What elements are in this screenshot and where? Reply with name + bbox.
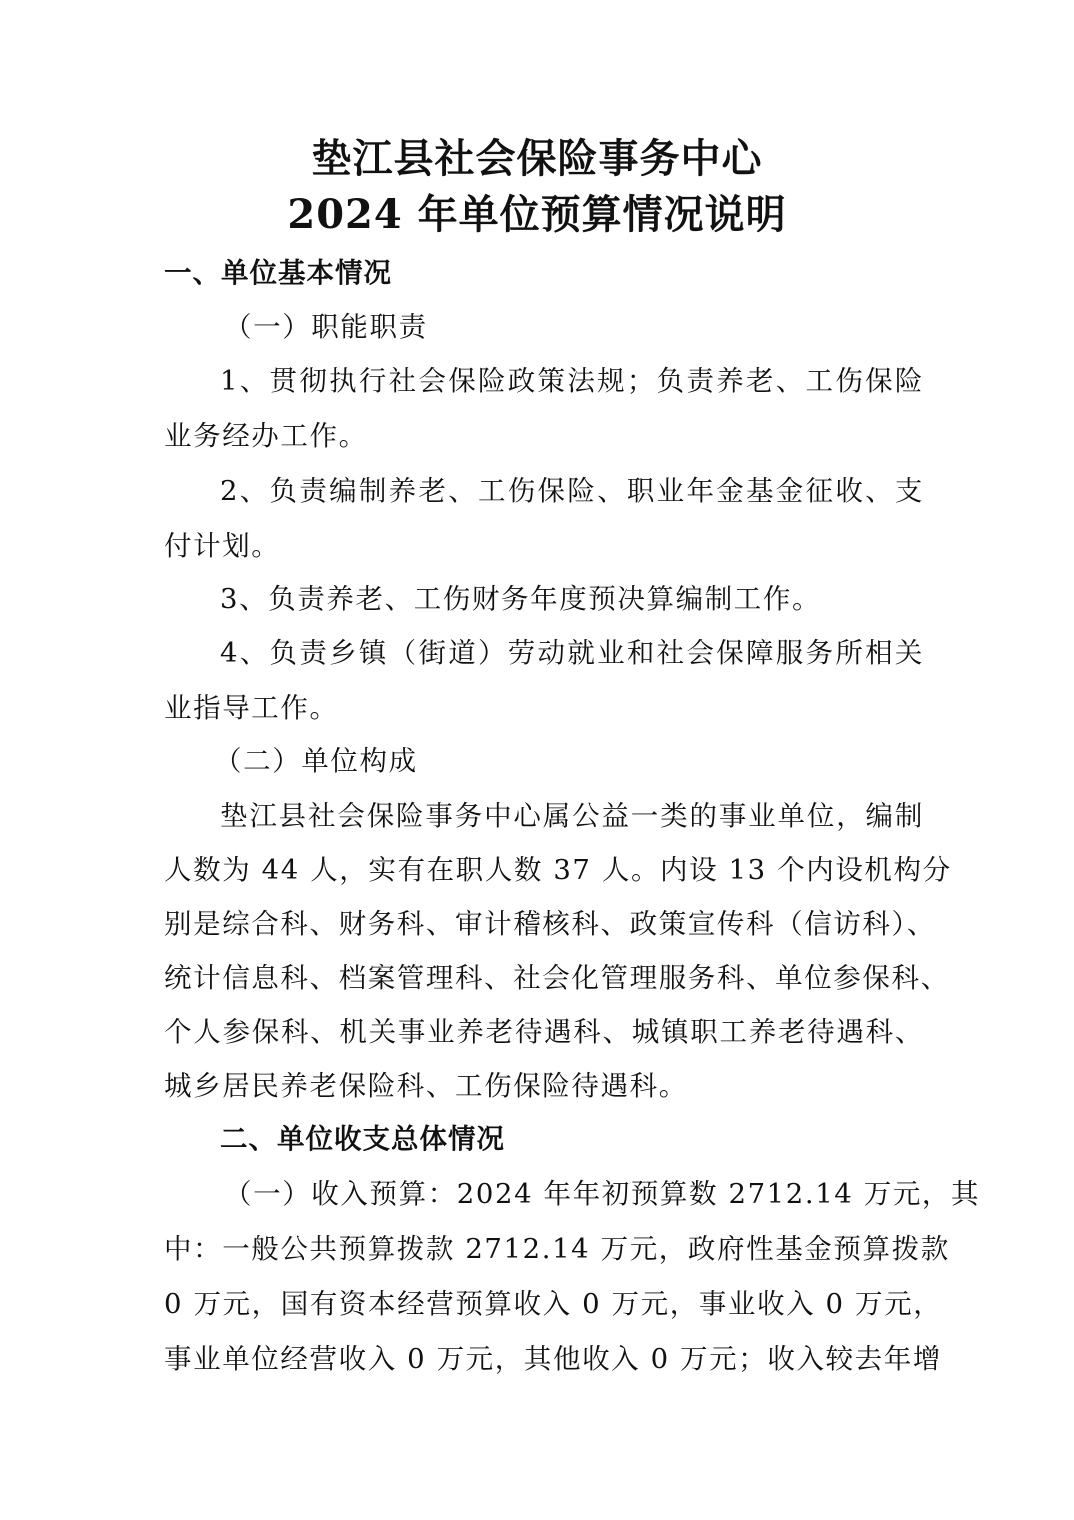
composition-line: 别是综合科、财务科、审计稽核科、政策宣传科（信访科）、 [164, 908, 936, 940]
composition-line: 垫江县社会保险事务中心属公益一类的事业单位，编制 [220, 800, 924, 832]
composition-line: 人数为 44 人，实有在职人数 37 人。内设 13 个内设机构分 [164, 854, 952, 886]
section-heading-2: 二、单位收支总体情况 [220, 1123, 505, 1155]
duty-item-1-line-2: 业务经办工作。 [164, 420, 368, 452]
income-line: 事业单位经营收入 0 万元，其他收入 0 万元；收入较去年增 [164, 1343, 942, 1375]
subsection-heading-duties: （一）职能职责 [224, 311, 428, 343]
composition-line: 城乡居民养老保险科、工伤保险待遇科。 [164, 1070, 688, 1102]
document-title-line-1: 垫江县社会保险事务中心 [311, 135, 763, 182]
income-line: （一）收入预算：2024 年年初预算数 2712.14 万元，其 [224, 1178, 981, 1210]
duty-item-2-line-2: 付计划。 [164, 530, 281, 562]
composition-line: 统计信息科、档案管理科、社会化管理服务科、单位参保科、 [164, 962, 950, 994]
income-line: 0 万元，国有资本经营预算收入 0 万元，事业收入 0 万元， [164, 1288, 943, 1320]
duty-item-4-line-1: 4、负责乡镇（街道）劳动就业和社会保障服务所相关 [220, 637, 924, 669]
duty-item-1-line-1: 1、贯彻执行社会保险政策法规；负责养老、工伤保险 [220, 365, 924, 397]
document-title-line-2: 2024 年单位预算情况说明 [287, 191, 787, 238]
composition-line: 个人参保科、机关事业养老待遇科、城镇职工养老待遇科、 [164, 1016, 924, 1048]
section-heading-1: 一、单位基本情况 [164, 257, 392, 289]
income-line: 中：一般公共预算拨款 2712.14 万元，政府性基金预算拨款 [164, 1233, 950, 1265]
duty-item-2-line-1: 2、负责编制养老、工伤保险、职业年金基金征收、支 [220, 475, 924, 507]
duty-item-3: 3、负责养老、工伤财务年度预决算编制工作。 [220, 583, 822, 615]
subsection-heading-composition: （二）单位构成 [214, 745, 418, 777]
duty-item-4-line-2: 业指导工作。 [164, 692, 339, 724]
